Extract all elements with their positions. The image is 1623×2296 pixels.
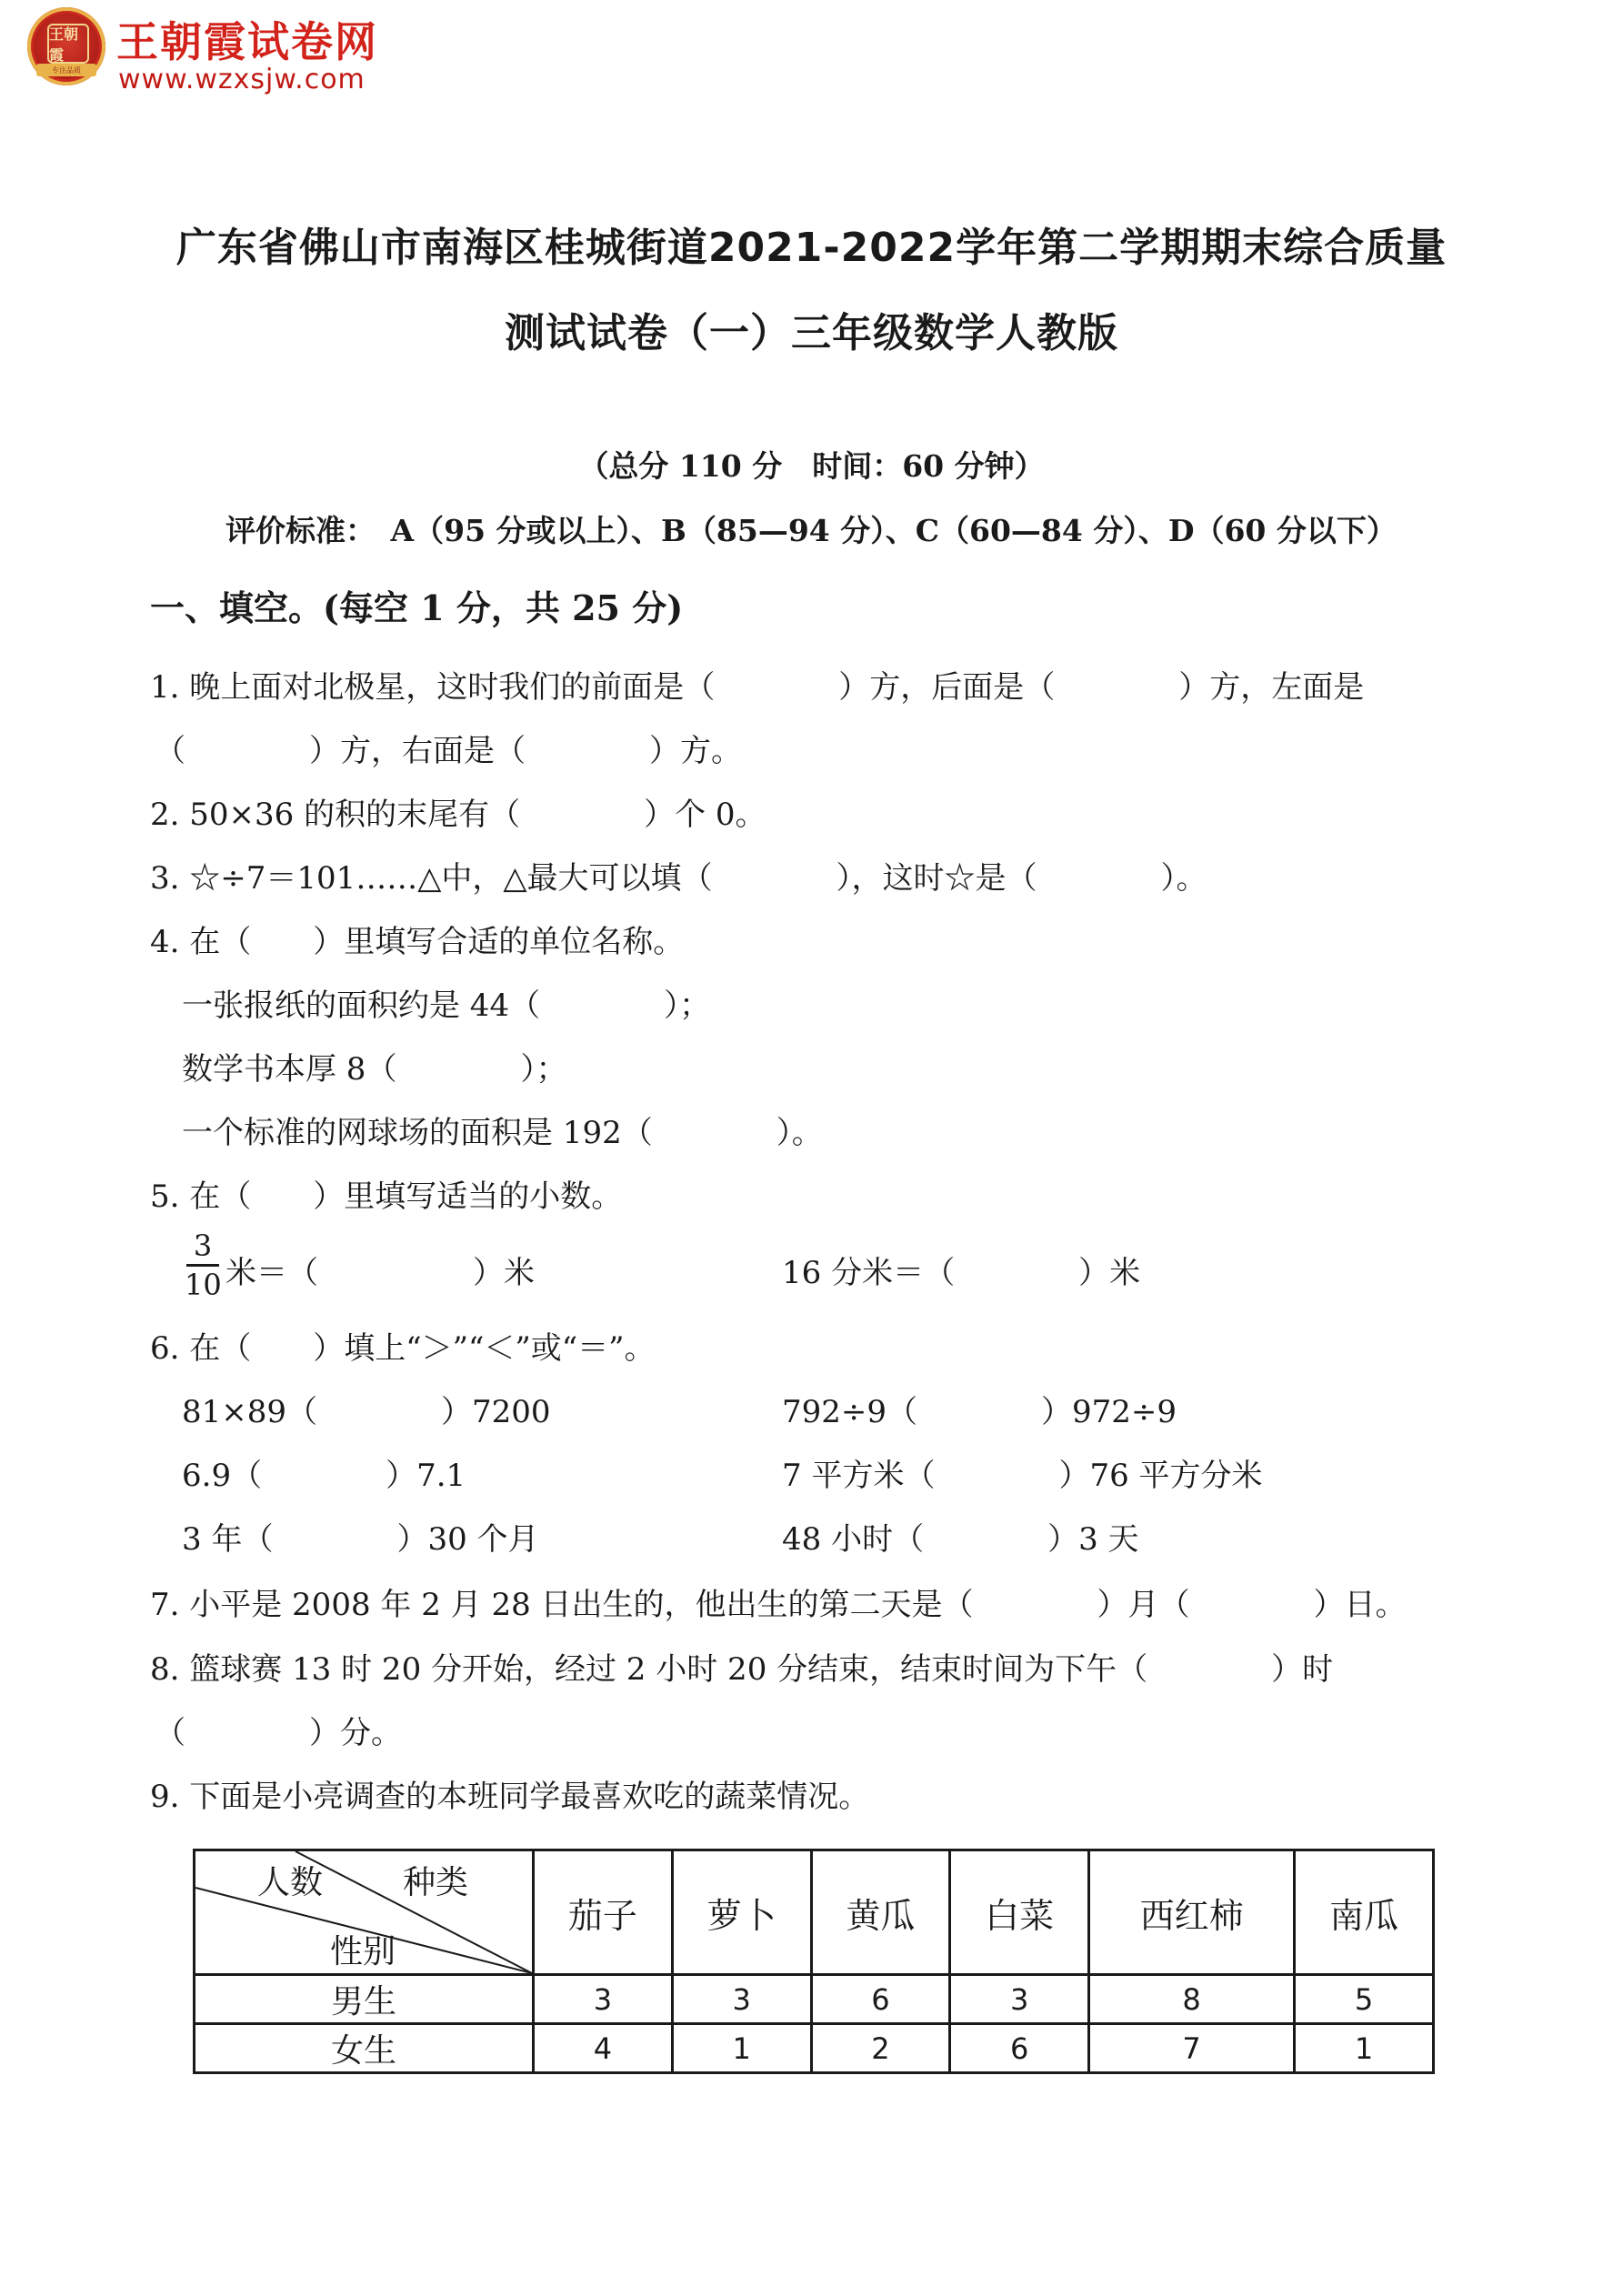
question-4: 4. 在（ ）里填写合适的单位名称。 — [150, 924, 685, 960]
question-6-item-b: 792÷9（ ）972÷9 — [782, 1394, 1177, 1430]
column-header: 黄瓜 — [811, 1850, 950, 1975]
question-6-item-f: 48 小时（ ）3 天 — [782, 1521, 1139, 1558]
column-header: 萝卜 — [672, 1850, 811, 1975]
row-label: 男生 — [195, 1975, 534, 2024]
question-8-line1: 8. 篮球赛 13 时 20 分开始，经过 2 小时 20 分结束，结束时间为下午（ ）时 — [150, 1651, 1334, 1688]
question-1-line1: 1. 晚上面对北极星，这时我们的前面是（ ）方，后面是（ ）方，左面是 — [150, 669, 1365, 706]
table-cell: 8 — [1089, 1975, 1295, 2024]
column-header: 白菜 — [950, 1850, 1089, 1975]
site-logo-seal — [27, 7, 105, 85]
table-row — [195, 1975, 1434, 2024]
question-5-item-b: 16 分米＝（ ）米 — [782, 1255, 1141, 1291]
corner-label-type: 种类 — [403, 1864, 469, 1901]
row-label: 女生 — [195, 2024, 534, 2073]
question-3: 3. ☆÷7＝101……△中，△最大可以填（ ），这时☆是（ ）。 — [150, 860, 1207, 897]
table-cell: 3 — [534, 1975, 673, 2024]
table-cell: 3 — [672, 1975, 811, 2024]
fraction-numerator: 3 — [193, 1228, 213, 1263]
paper-title-line2: 测试试卷（一）三年级数学人教版 — [505, 310, 1118, 356]
score-and-time: （总分 110 分 时间：60 分钟） — [578, 448, 1045, 484]
question-9: 9. 下面是小亮调查的本班同学最喜欢吃的蔬菜情况。 — [150, 1779, 870, 1815]
question-4-item-tennis-court: 一个标准的网球场的面积是 192（ ）。 — [182, 1115, 823, 1151]
question-6-item-d: 7 平方米（ ）76 平方分米 — [782, 1458, 1263, 1494]
fraction-3-10 — [185, 1228, 221, 1303]
table-cell: 6 — [950, 2024, 1089, 2073]
question-8-line2: （ ）分。 — [155, 1715, 402, 1751]
site-url: www.wzxsjw.com — [118, 64, 366, 95]
column-header: 西红柿 — [1089, 1850, 1295, 1975]
table-row — [195, 2024, 1434, 2073]
question-4-item-book: 数学书本厚 8（ ）； — [182, 1051, 567, 1088]
column-header: 茄子 — [534, 1850, 673, 1975]
question-1-line2: （ ）方，右面是（ ）方。 — [155, 733, 742, 769]
table-cell: 3 — [950, 1975, 1089, 2024]
logo-seal-text: 王朝霞 — [47, 24, 89, 64]
question-5-item-a: 米＝（ ）米 — [225, 1255, 535, 1291]
table-cell: 6 — [811, 1975, 950, 2024]
table-cell: 1 — [672, 2024, 811, 2073]
corner-label-people: 人数 — [257, 1864, 324, 1901]
table-cell: 4 — [534, 2024, 673, 2073]
question-4-item-newspaper: 一张报纸的面积约是 44（ ）； — [182, 988, 711, 1024]
grading-criteria: 评价标准： A（95 分或以上）、B（85—94 分）、C（60—84 分）、D（60 分以下） — [225, 513, 1397, 548]
table-cell: 5 — [1295, 1975, 1434, 2024]
question-6-item-a: 81×89（ ）7200 — [182, 1394, 551, 1430]
question-2: 2. 50×36 的积的末尾有（ ）个 0。 — [150, 797, 766, 833]
question-5: 5. 在（ ）里填写适当的小数。 — [150, 1178, 623, 1215]
logo-ribbon: 专注品质 — [36, 64, 96, 76]
corner-label-gender: 性别 — [330, 1933, 396, 1970]
site-brand-name: 王朝霞试卷网 — [116, 17, 378, 66]
vegetable-survey-table — [193, 1849, 1435, 2074]
table-cell: 2 — [811, 2024, 950, 2073]
table-cell: 7 — [1089, 2024, 1295, 2073]
fraction-denominator: 10 — [185, 1268, 222, 1302]
column-header: 南瓜 — [1295, 1850, 1434, 1975]
question-6-item-c: 6.9（ ）7.1 — [182, 1458, 466, 1494]
paper-title-line1: 广东省佛山市南海区桂城街道2021-2022学年第二学期期末综合质量 — [175, 225, 1448, 271]
table-cell: 1 — [1295, 2024, 1434, 2073]
table-header-row — [195, 1850, 1434, 1975]
question-6-item-e: 3 年（ ）30 个月 — [182, 1521, 539, 1558]
question-7: 7. 小平是 2008 年 2 月 28 日出生的，他出生的第二天是（ ）月（ ）日。 — [150, 1587, 1407, 1623]
section-heading-fill-in: 一、填空。(每空 1 分，共 25 分) — [150, 587, 684, 628]
question-6: 6. 在（ ）填上“＞”“＜”或“＝”。 — [150, 1330, 656, 1367]
table-corner-cell — [195, 1850, 534, 1975]
